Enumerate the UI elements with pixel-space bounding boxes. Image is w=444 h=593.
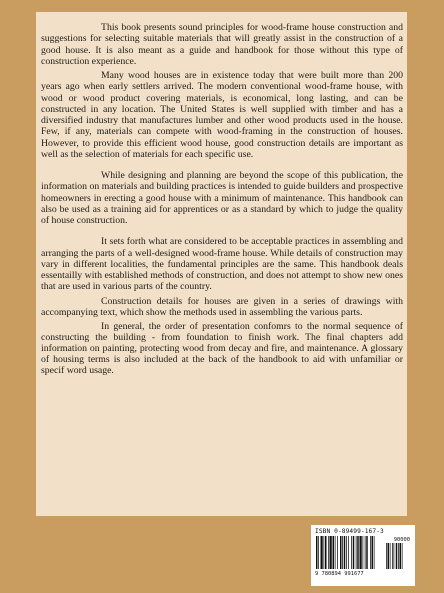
barcode-addon-bar	[402, 543, 403, 569]
barcode-bar	[316, 536, 318, 569]
barcode-bar	[374, 536, 375, 569]
barcode-bar	[342, 536, 343, 569]
barcode-bar	[337, 536, 338, 569]
barcode-bar	[346, 536, 347, 569]
barcode-bar	[348, 536, 349, 569]
isbn-label: ISBN 0-89499-167-3	[315, 528, 384, 535]
barcode-bar	[351, 536, 352, 569]
paragraph-order: In general, the order of presentation confomrs to the normal sequence of constructing the building - from foundation to finish work. The final chapters add information on painting, protecting wood from decay and fire, and maintenance. A glossary of housing terms is also included at the back of the handbook to aid with unfamiliar or specif word usage.	[41, 321, 403, 377]
barcode-bar	[372, 536, 374, 569]
barcode-bar	[325, 536, 327, 569]
barcode-bar	[324, 536, 325, 569]
barcode-addon-bar	[396, 543, 398, 569]
blurb-panel	[36, 12, 407, 516]
barcode-ean-digits: 9 780894 991677	[315, 571, 364, 577]
barcode-bars-area	[315, 536, 411, 576]
barcode-addon-bar	[388, 543, 390, 569]
paragraph-practices: It sets forth what are considered to be acceptable practices in assembling and arranging the parts of a well-designed wood-frame house. While details of construction may vary in different localities, the fundamental principles are the same. This handbook deals essentailly with established methods of construction, and does not attempt to show new ones that are used in various parts of the country.	[41, 236, 403, 293]
barcode-bar	[328, 536, 329, 569]
barcode-bar	[365, 536, 366, 569]
barcode-bar	[344, 536, 346, 569]
barcode-bar	[360, 536, 362, 569]
barcode-bar	[356, 536, 357, 569]
paragraph-scope: While designing and planning are beyond the scope of this publication, the information on materials and building practices is intended to guide builders and prospective homeowners in erecting a good house with a minimum of maintenance. This handbook can also be used as a training aid for apprentices or as a standard by which to judge the quality of house construction.	[41, 170, 403, 226]
barcode-bar	[335, 536, 336, 569]
barcode-addon-bar	[390, 543, 391, 569]
barcode-addon-bar	[386, 543, 387, 569]
barcode-addon-bar	[394, 543, 395, 569]
paragraph-history: Many wood houses are in existence today that were built more than 200 years ago when early settlers arrived. The modern conventional wood-frame house, with wood or wood product covering materials, is economical, long lasting, and can be constructed in any location. The United States is well supplied with timber and has a diversified industry that manufactures lumber and other wood products used in the house. Few, if any, materials can compete with wood-framing in the construction of houses. However, to provide this efficient wood house, good construction details are important as well as the selection of materials for each specific use.	[41, 70, 403, 160]
barcode-addon-bar	[392, 543, 393, 569]
barcode-bar	[370, 536, 371, 569]
barcode-bar	[333, 536, 335, 569]
barcode-bar	[353, 536, 355, 569]
barcode-bar	[340, 536, 342, 569]
isbn-barcode	[311, 525, 415, 586]
barcode-addon-bar	[400, 543, 402, 569]
paragraph-details: Construction details for houses are given in a series of drawings with accompanying text, which show the methods used in assembling the various parts.	[41, 295, 403, 318]
barcode-addon-digits: 90000	[393, 537, 410, 543]
barcode-bar	[363, 536, 364, 569]
barcode-bar	[321, 536, 323, 569]
barcode-bar	[357, 536, 359, 569]
barcode-addon-bar	[398, 543, 399, 569]
barcode-bar	[318, 536, 319, 569]
paragraph-intro: This book presents sound principles for wood-frame house construction and suggestions for selecting suitable materials that will greatly assist in the construction of a good house. It is also meant as a guide and handbook for those without this type of construction experience.	[41, 22, 403, 67]
barcode-bar	[366, 536, 368, 569]
barcode-bar	[330, 536, 332, 569]
